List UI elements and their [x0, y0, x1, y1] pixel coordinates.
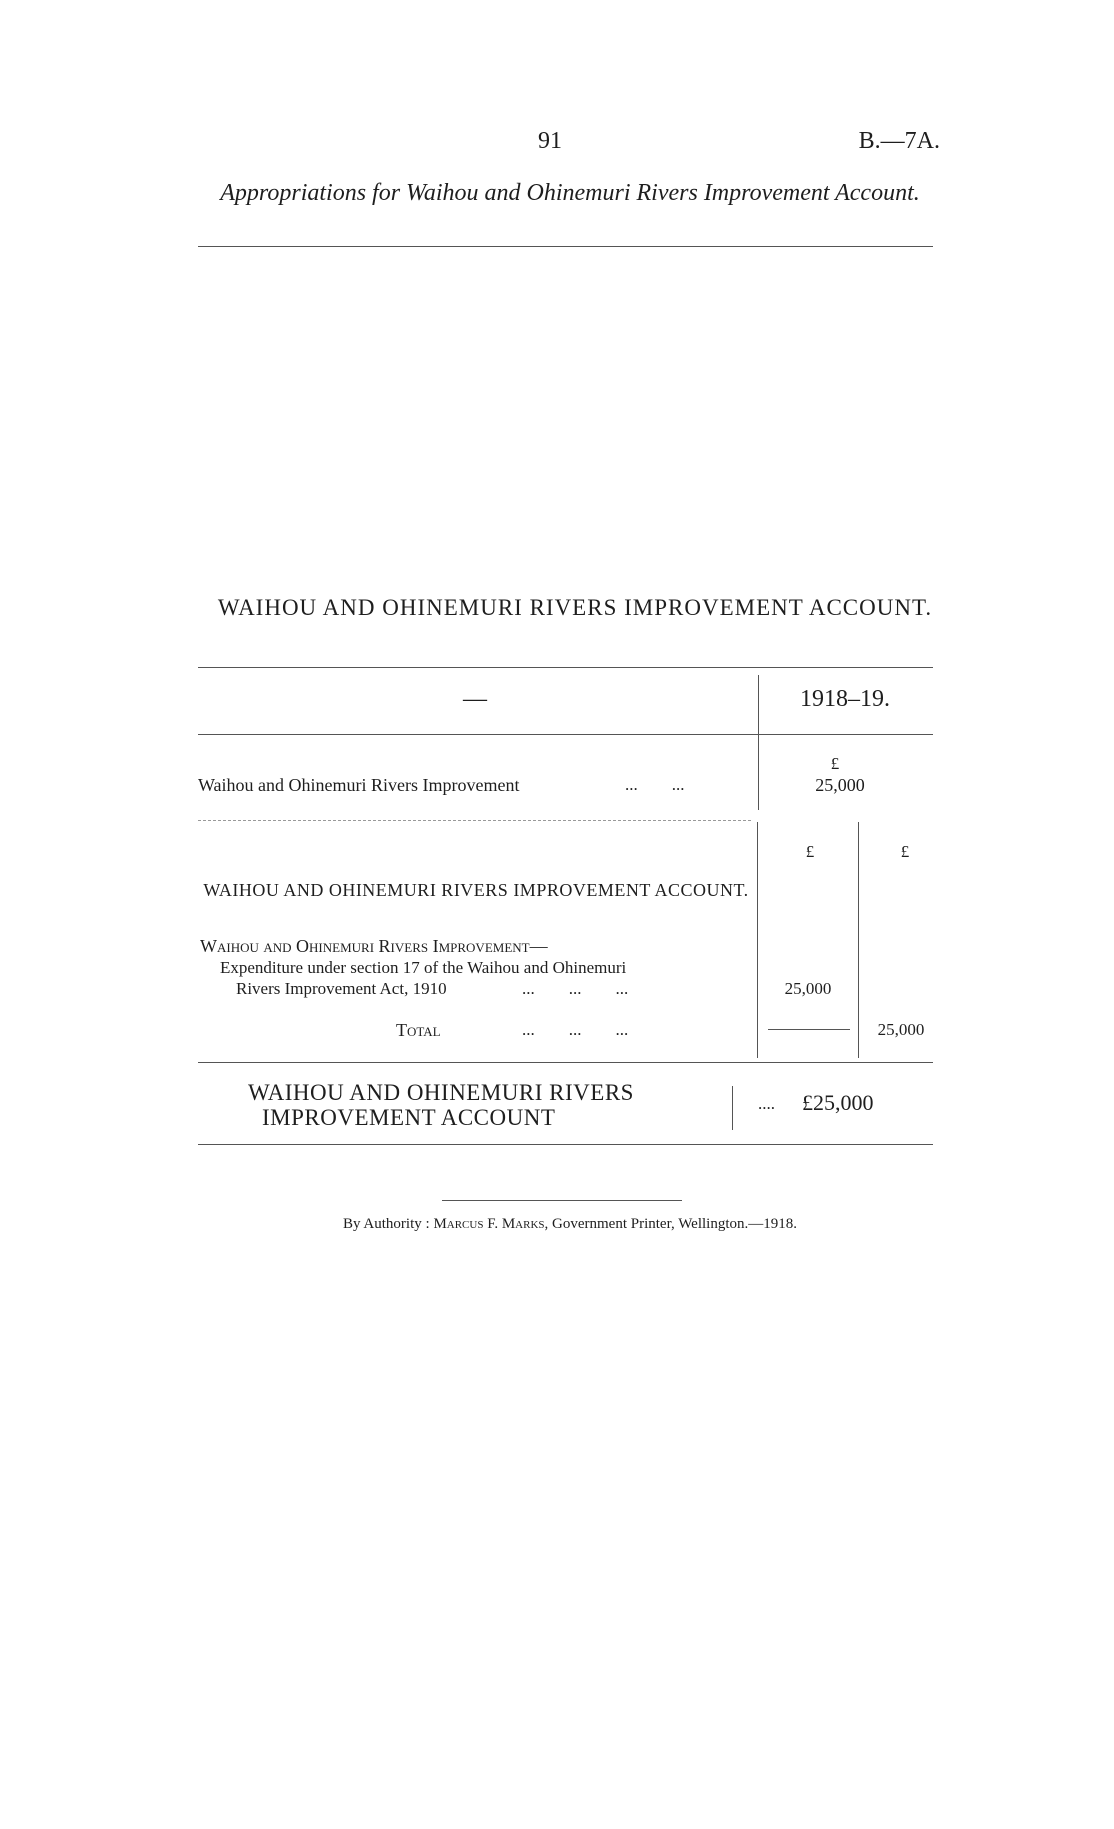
grand-total-leader: ....	[758, 1094, 775, 1113]
summary-column-divider	[758, 675, 759, 810]
summary-header-rule	[198, 734, 933, 735]
detail-item-line-2: Rivers Improvement Act, 1910	[236, 979, 447, 998]
detail-total-leader: ... ... ...	[522, 1020, 629, 1039]
imprint-suffix: Government Printer, Wellington.—1918.	[552, 1216, 797, 1232]
detail-item-leader: ... ... ...	[522, 979, 629, 998]
imprint-printer-name: Marcus F. Marks,	[433, 1216, 549, 1232]
grand-total-brace	[726, 1086, 733, 1130]
detail-item-value: 25,000	[784, 979, 832, 998]
footer-rule	[442, 1200, 682, 1201]
grand-total-label-line-2: IMPROVEMENT ACCOUNT	[262, 1105, 556, 1130]
grand-total-value: £25,000	[802, 1090, 874, 1115]
section-title: WAIHOU AND OHINEMURI RIVERS IMPROVEMENT ACCOUNT.	[217, 595, 933, 620]
title-divider	[198, 246, 933, 247]
detail-total-value: 25,000	[877, 1020, 925, 1039]
page-number: 91	[538, 128, 562, 154]
detail-bottom-rule	[198, 1062, 933, 1063]
detail-subtotal-rule	[768, 1029, 850, 1030]
detail-currency-symbol-a: £	[805, 842, 815, 861]
page-title: Appropriations for Waihou and Ohinemuri Rivers Improvement Account.	[220, 180, 920, 206]
grand-total-bottom-rule	[198, 1144, 933, 1145]
summary-row-label: Waihou and Ohinemuri Rivers Improvement	[198, 775, 520, 795]
paper-reference: B.—7A.	[858, 128, 940, 154]
detail-column-divider-1	[757, 822, 758, 1058]
detail-item-line-1: Expenditure under section 17 of the Waihou and Ohinemuri	[220, 958, 627, 977]
printer-imprint	[190, 1216, 950, 1233]
detail-account-title: WAIHOU AND OHINEMURI RIVERS IMPROVEMENT ACCOUNT.	[203, 880, 749, 900]
summary-bottom-rule	[198, 820, 751, 821]
detail-column-divider-2	[858, 822, 859, 1058]
summary-table-top-rule	[198, 667, 933, 668]
imprint-prefix: By Authority :	[343, 1216, 430, 1232]
summary-row-leader: ... ...	[625, 775, 685, 794]
detail-vote-heading: Waihou and Ohinemuri Rivers Improvement—	[200, 936, 548, 956]
detail-total-label: Total	[396, 1020, 441, 1040]
grand-total-label-line-1: WAIHOU AND OHINEMURI RIVERS	[248, 1080, 634, 1105]
detail-currency-symbol-b: £	[900, 842, 910, 861]
summary-row-value: 25,000	[815, 775, 865, 795]
summary-header-dash: —	[463, 686, 487, 712]
summary-currency-symbol: £	[830, 754, 840, 773]
summary-year-header: 1918–19.	[800, 686, 890, 712]
